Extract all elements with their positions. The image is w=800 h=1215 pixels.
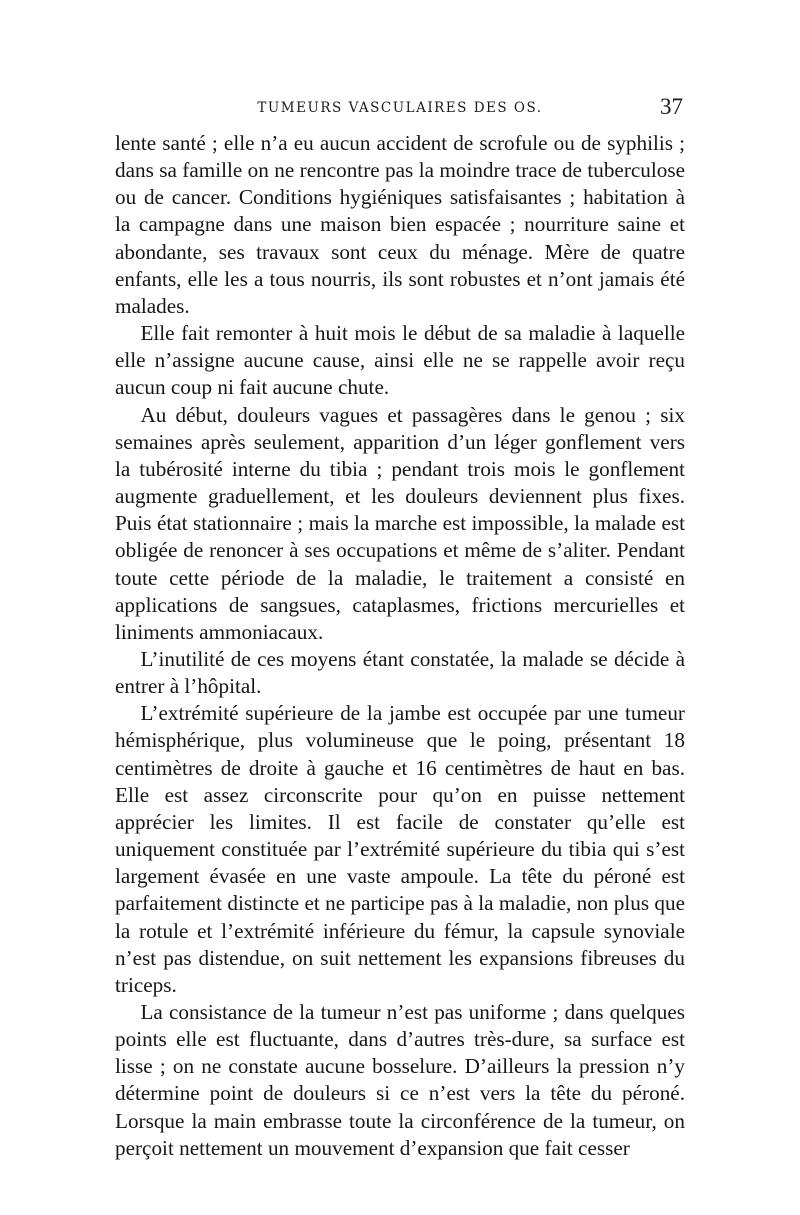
body-text <box>115 130 685 1162</box>
paragraph: L’extrémité supérieure de la jambe est occupée par une tumeur hémisphérique, plus volumineuse que le poing, présentant 18 centimètres de droite à gauche et 16 centimètres de haut en bas. Elle est assez circonscrite pour qu’on en puisse nettement apprécier les limites. Il est facile de constater qu’elle est uniquement constituée par l’extrémité supérieure du tibia qui s’est largement évasée en une vaste ampoule. La tête du péroné est parfaitement distincte et ne participe pas à la maladie, non plus que la rotule et l’extrémité inférieure du fémur, la capsule synoviale n’est pas distendue, on suit nettement les expansions fibreuses du triceps. <box>115 701 685 997</box>
book-page <box>115 90 685 1162</box>
running-title: TUMEURS VASCULAIRES DES OS. <box>257 100 543 116</box>
running-header <box>115 90 685 130</box>
paragraph: Elle fait remonter à huit mois le début de sa maladie à laquelle elle n’assigne aucune cause, ainsi elle ne se rappelle avoir reçu aucun coup ni fait aucune chute. <box>115 321 685 400</box>
paragraph: Au début, douleurs vagues et passagères dans le genou ; six semaines après seulement, apparition d’un léger gonflement vers la tubérosité interne du tibia ; pendant trois mois le gonflement augmente graduellement, et les douleurs deviennent plus fixes. Puis état stationnaire ; mais la marche est impossible, la malade est obligée de renoncer à ses occupations et même de s’aliter. Pendant toute cette période de la maladie, le traitement a consisté en applications de sangsues, cataplasmes, frictions mercurielles et liniments ammoniacaux. <box>115 402 685 644</box>
paragraph: La consistance de la tumeur n’est pas uniforme ; dans quelques points elle est fluctuante, dans d’autres très-dure, sa surface est lisse ; on ne constate aucune bosselure. D’ailleurs la pression n’y détermine point de douleurs si ce n’est vers la tête du péroné. Lorsque la main embrasse toute la circonférence de la tumeur, on perçoit nettement un mouvement d’expansion que fait cesser <box>115 1000 685 1160</box>
paragraph: L’inutilité de ces moyens étant constatée, la malade se décide à entrer à l’hôpital. <box>115 646 685 699</box>
page-number: 37 <box>660 94 683 119</box>
paragraph-continuation: lente santé ; elle n’a eu aucun accident de scrofule ou de syphilis ; dans sa famille on ne rencontre pas la moindre trace de tuberculose ou de cancer. Conditions hygiéniques satisfaisantes ; habitation à la campagne dans une maison bien espacée ; nourriture saine et abondante, ses travaux sont ceux du ménage. Mère de quatre enfants, elle les a tous nourris, ils sont robustes et n’ont jamais été malades. <box>115 131 685 318</box>
